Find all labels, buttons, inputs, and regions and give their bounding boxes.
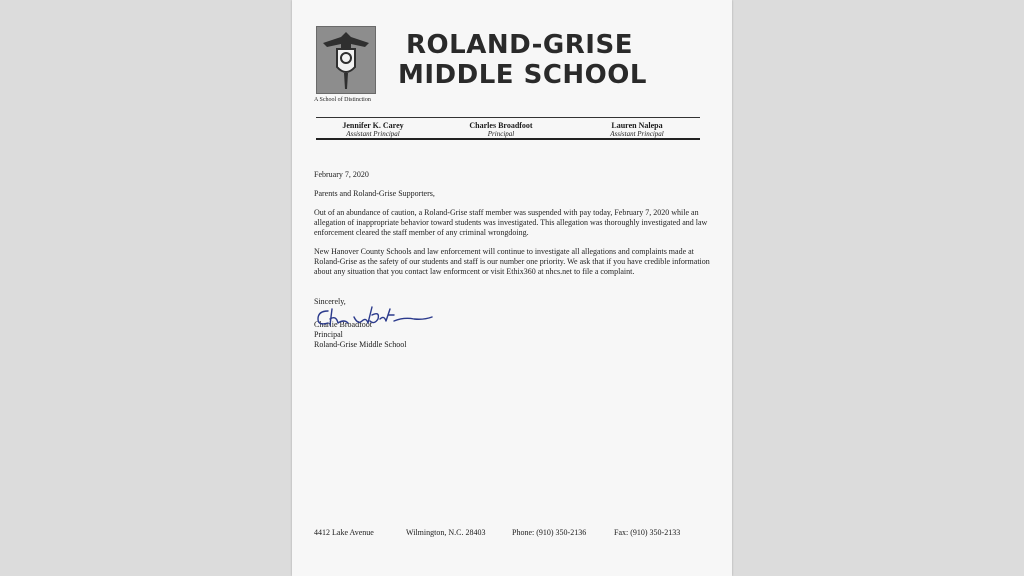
staff-name: Jennifer K. Carey bbox=[342, 121, 404, 130]
letter-closing: Sincerely, bbox=[314, 297, 346, 306]
staff-name: Lauren Nalepa bbox=[611, 121, 663, 130]
letter-date: February 7, 2020 bbox=[314, 170, 369, 179]
staff-member bbox=[592, 121, 682, 138]
school-name-line1: ROLAND-GRISE bbox=[406, 30, 633, 60]
letter-paragraph-2: New Hanover County Schools and law enforcement will continue to investigate all allegations and complaints made at Roland-Grise as the safety of our students and staff is our number one priority. We ask that if you have credible information about any situation that you contact law enformcent or visit Ethix360 at nhcs.net to file a complaint. bbox=[314, 247, 710, 276]
signer-title: Principal bbox=[314, 330, 343, 339]
footer-city: Wilmington, N.C. 28403 bbox=[406, 528, 486, 537]
staff-name: Charles Broadfoot bbox=[469, 121, 533, 130]
handwritten-signature bbox=[314, 303, 434, 334]
letter-page bbox=[292, 0, 732, 576]
staff-role: Assistant Principal bbox=[610, 130, 664, 138]
letter-body bbox=[314, 170, 714, 286]
staff-member bbox=[328, 121, 418, 138]
signer-school: Roland-Grise Middle School bbox=[314, 340, 407, 349]
footer-address: 4412 Lake Avenue bbox=[314, 528, 374, 537]
header-divider-thick bbox=[316, 138, 700, 140]
footer-phone: Phone: (910) 350-2136 bbox=[512, 528, 587, 537]
signer-name: Charlie Broadfoot bbox=[314, 320, 372, 329]
letter-salutation: Parents and Roland-Grise Supporters, bbox=[314, 189, 435, 198]
school-tagline: A School of Distinction bbox=[314, 97, 371, 103]
staff-member bbox=[456, 121, 546, 138]
staff-role: Principal bbox=[487, 130, 515, 138]
footer-fax: Fax: (910) 350-2133 bbox=[614, 528, 681, 537]
header-divider-thin bbox=[316, 117, 700, 118]
school-name bbox=[398, 30, 698, 90]
letter-paragraph-1: Out of an abundance of caution, a Roland-Grise staff member was suspended with pay today, February 7, 2020 while an allegation of inappropriate behavior toward students was investigated. This allegation was thoroughly investigated and law enforcement cleared the staff member of any criminal wrongdoing. bbox=[314, 208, 708, 237]
staff-role: Assistant Principal bbox=[346, 130, 400, 138]
school-name-line2: MIDDLE SCHOOL bbox=[398, 60, 647, 90]
school-logo-icon bbox=[316, 26, 376, 94]
